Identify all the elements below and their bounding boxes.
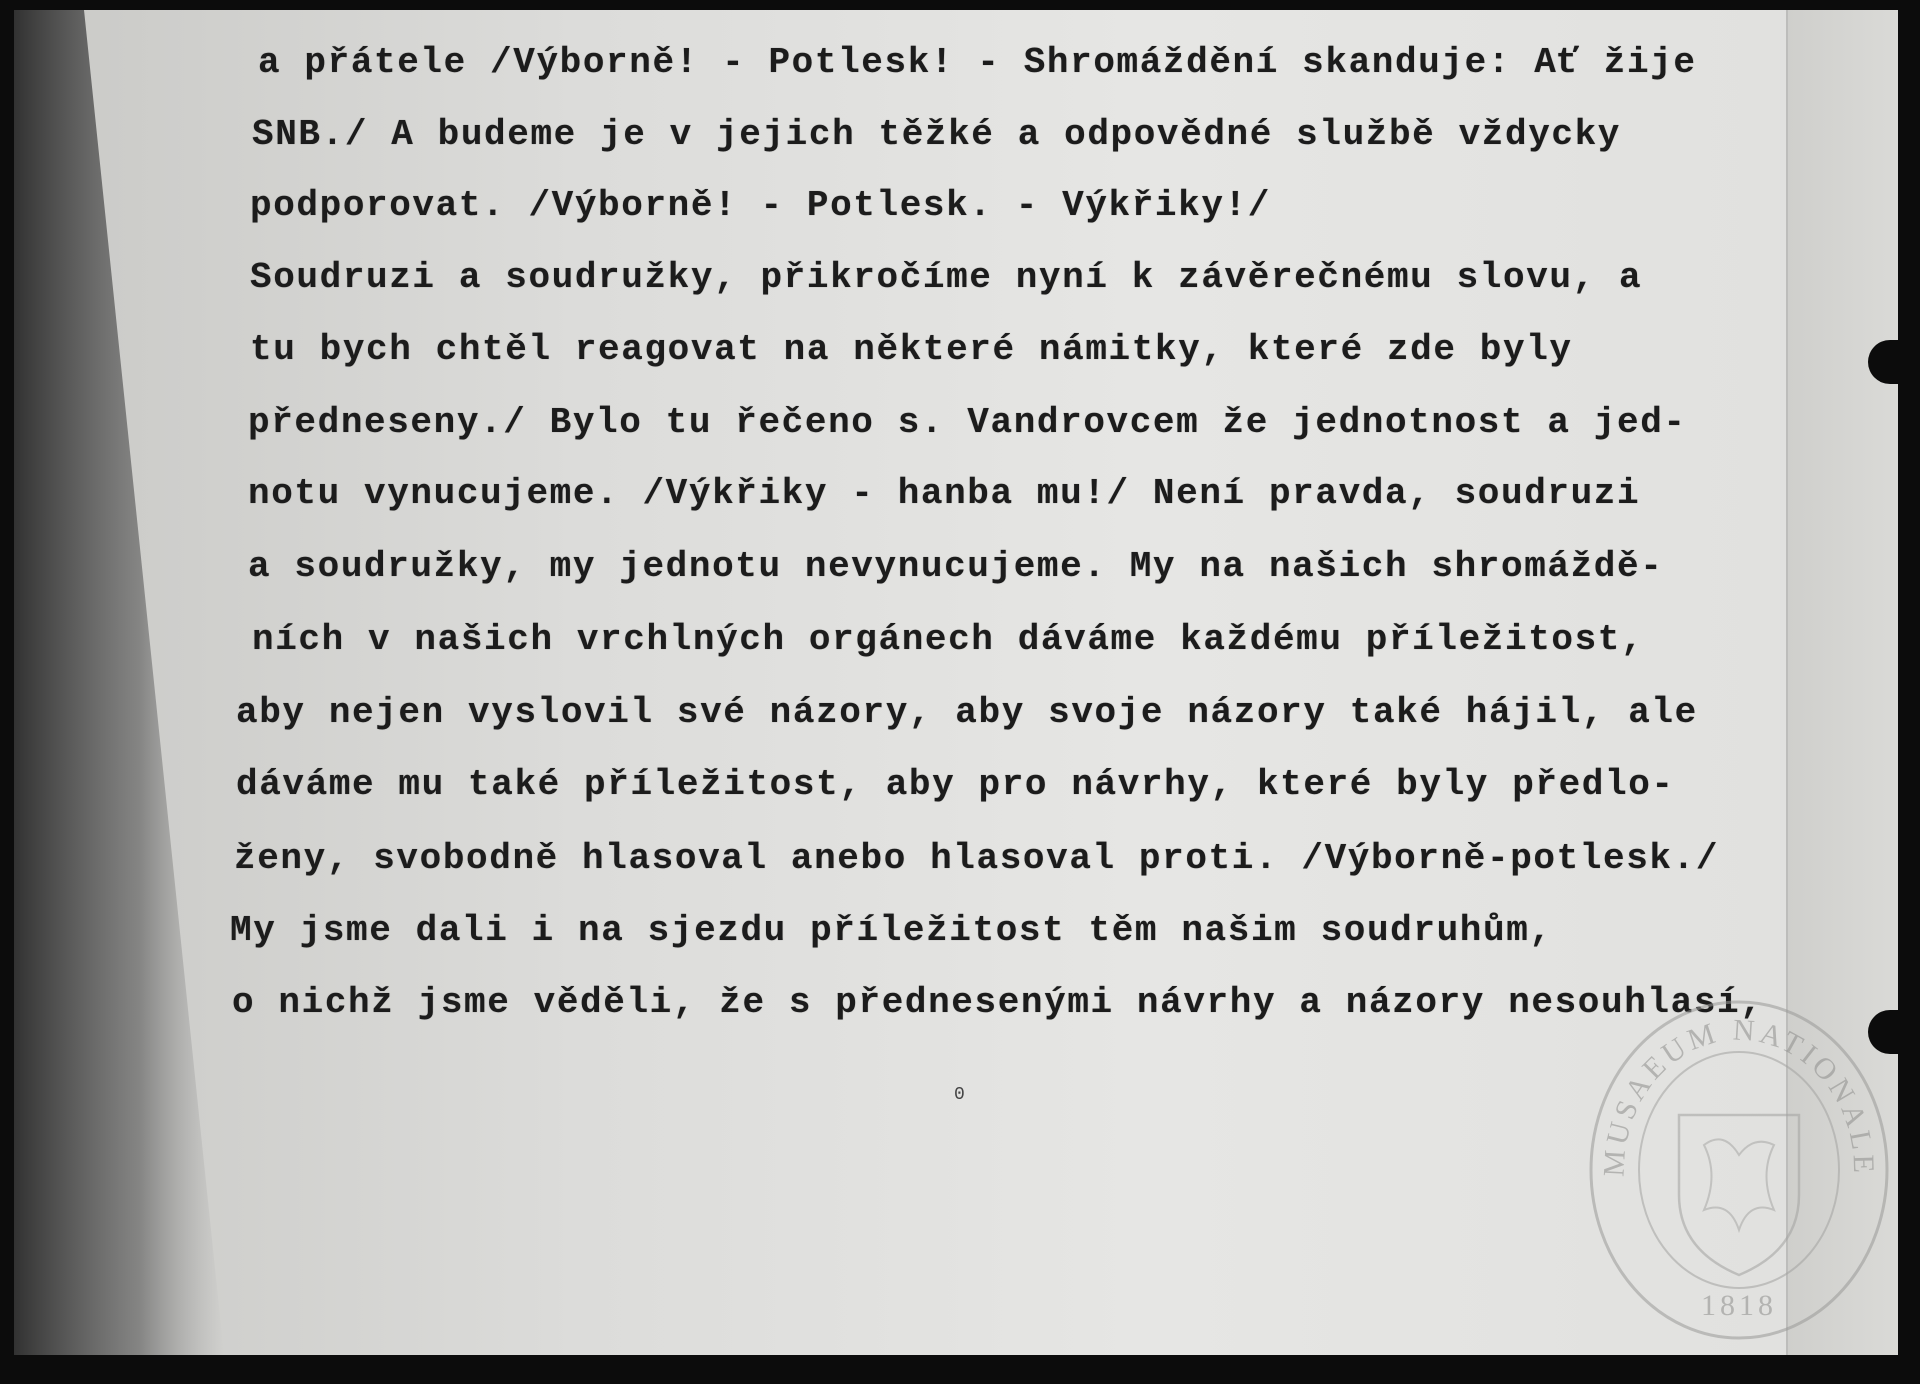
text-line: tu bych chtěl reagovat na některé námitky, které zde byly [250, 329, 1573, 370]
text-line: aby nejen vyslovil své názory, aby svoje názory také hájil, ale [236, 692, 1698, 733]
typewritten-page [14, 10, 1898, 1355]
text-line: SNB./ A budeme je v jejich těžké a odpovědné službě vždycky [252, 114, 1622, 155]
text-line: ženy, svobodně hlasoval anebo hlasoval proti. /Výborně-potlesk./ [234, 838, 1720, 879]
seal-year: 1818 [1701, 1289, 1777, 1322]
left-shadow [14, 10, 234, 1355]
text-line: Soudruzi a soudružky, přikročíme nyní k závěrečnému slovu, a [250, 257, 1643, 298]
text-line: o nichž jsme věděli, že s přednesenými návrhy a názory nesouhlasí, [232, 982, 1764, 1023]
footer-mark: 0 [954, 1085, 965, 1105]
text-line: notu vynucujeme. /Výkřiky - hanba mu!/ Není pravda, soudruzi [248, 473, 1641, 514]
text-line: ních v našich vrchlných orgánech dáváme každému příležitost, [252, 619, 1645, 660]
text-line: a přátele /Výborně! - Potlesk! - Shromáždění skanduje: Ať žije [258, 42, 1697, 83]
text-line: podporovat. /Výborně! - Potlesk. - Výkřiky!/ [250, 185, 1271, 226]
text-line: a soudružky, my jednotu nevynucujeme. My na našich shromáždě- [248, 546, 1664, 587]
text-line: My jsme dali i na sjezdu příležitost těm našim soudruhům, [230, 910, 1553, 951]
text-line: předneseny./ Bylo tu řečeno s. Vandrovcem že jednotnost a jed- [248, 402, 1687, 443]
seal-text: MUSAEUM NATIONALE [1597, 1013, 1881, 1178]
museum-seal-icon [1584, 995, 1894, 1345]
text-line: dáváme mu také příležitost, aby pro návrhy, které byly předlo- [236, 764, 1675, 805]
